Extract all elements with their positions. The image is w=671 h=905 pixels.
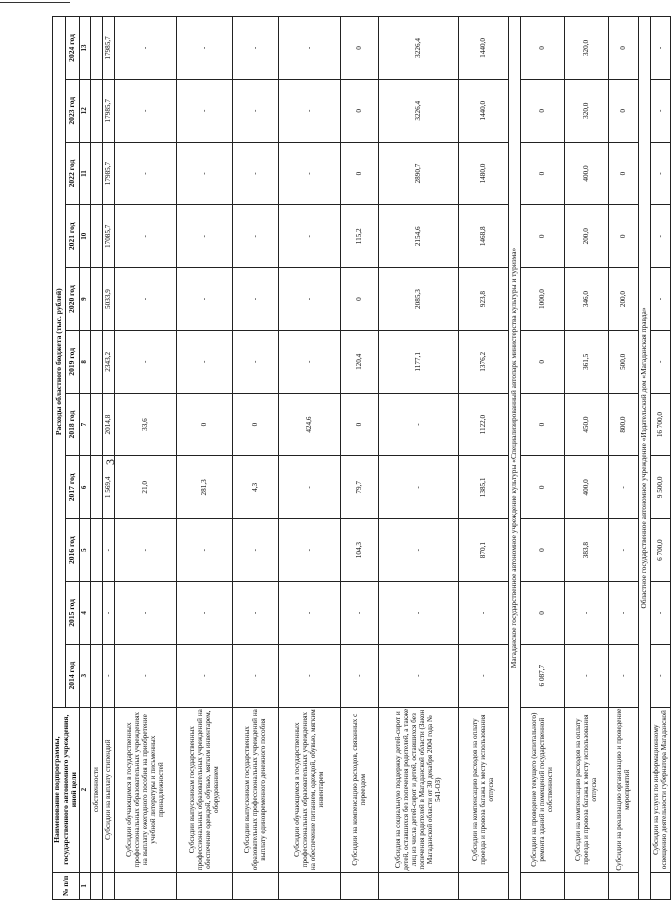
value-cell: 0 — [340, 393, 378, 456]
header-year: 2024 год — [66, 17, 79, 80]
row-number — [278, 872, 340, 899]
value-cell: 2014,8 — [102, 393, 114, 456]
value-cell: - — [650, 582, 670, 645]
value-cell: 115,2 — [340, 205, 378, 268]
value-cell: - — [650, 268, 670, 331]
column-number: 8 — [79, 330, 90, 393]
value-cell: - — [114, 582, 176, 645]
row-name: Субсидии на компенсацию расходов на оплату проезда и провоза багажа к месту использования отпуска — [564, 707, 608, 872]
header-year: 2021 год — [66, 205, 79, 268]
value-cell: 6 700,0 — [650, 519, 670, 582]
rotated-sheet — [52, 16, 668, 900]
row-name: Субсидии выпускникам государственных образовательных профессиональных учреждений на выплату единовременного денежного пособия — [232, 707, 278, 872]
value-cell: - — [650, 142, 670, 205]
value-cell: 0 — [340, 17, 378, 80]
top-rule — [0, 2, 70, 3]
value-cell — [90, 268, 102, 331]
row-number — [232, 872, 278, 899]
value-cell: 2343,2 — [102, 330, 114, 393]
row-number — [176, 872, 232, 899]
value-cell: - — [232, 644, 278, 707]
value-cell: - — [114, 79, 176, 142]
value-cell: - — [650, 79, 670, 142]
value-cell: - — [608, 644, 638, 707]
table-row — [650, 17, 670, 900]
value-cell: 200,0 — [608, 268, 638, 331]
row-number — [564, 872, 608, 899]
header-budget-group: Расходы областного бюджета (тыс. рублей) — [53, 17, 66, 708]
table-body — [90, 17, 670, 900]
value-cell: - — [114, 644, 176, 707]
value-cell: - — [564, 644, 608, 707]
value-cell: 346,0 — [564, 268, 608, 331]
table-row — [340, 17, 378, 900]
value-cell: - — [458, 582, 508, 645]
value-cell: 0 — [520, 519, 564, 582]
value-cell: 1440,0 — [458, 17, 508, 80]
value-cell: - — [232, 205, 278, 268]
value-cell: - — [102, 519, 114, 582]
header-year: 2019 год — [66, 330, 79, 393]
value-cell: - — [232, 330, 278, 393]
value-cell: - — [340, 582, 378, 645]
value-cell: - — [608, 519, 638, 582]
section-title: Магаданское государственное автономное учреждение культуры «Специализированный автопарк министерства культуры и туризма» — [508, 17, 520, 900]
row-name: Субсидии на компенсацию расходов на оплату проезда и провоза багажа к месту использования отпуска — [458, 707, 508, 872]
value-cell: - — [102, 644, 114, 707]
column-number: 13 — [79, 17, 90, 80]
row-number — [608, 872, 638, 899]
value-cell: 0 — [608, 79, 638, 142]
value-cell: 1177,1 — [378, 330, 458, 393]
value-cell: 320,0 — [564, 17, 608, 80]
value-cell: 104,3 — [340, 519, 378, 582]
value-cell: 17985,7 — [102, 17, 114, 80]
header-year: 2023 год — [66, 79, 79, 142]
header-name: Наименование подпрограммы, государственного автономного учреждения, иной цели — [53, 707, 80, 872]
value-cell — [90, 582, 102, 645]
section-row — [508, 17, 520, 900]
value-cell: 16 700,0 — [650, 393, 670, 456]
value-cell: - — [232, 582, 278, 645]
value-cell: - — [114, 17, 176, 80]
value-cell: - — [650, 205, 670, 268]
value-cell: 0 — [520, 456, 564, 519]
value-cell: - — [176, 268, 232, 331]
table-row — [378, 17, 458, 900]
value-cell: - — [176, 519, 232, 582]
value-cell: - — [278, 456, 340, 519]
table-row — [102, 17, 114, 900]
value-cell: - — [650, 17, 670, 80]
value-cell: 0 — [520, 79, 564, 142]
value-cell: - — [278, 142, 340, 205]
value-cell: 0 — [608, 17, 638, 80]
row-number — [102, 872, 114, 899]
value-cell — [90, 393, 102, 456]
value-cell — [90, 205, 102, 268]
column-number: 5 — [79, 519, 90, 582]
table-row — [90, 17, 102, 900]
value-cell: 2154,6 — [378, 205, 458, 268]
value-cell: 17985,7 — [102, 142, 114, 205]
value-cell: 0 — [176, 393, 232, 456]
page-number: 3 — [103, 459, 117, 465]
value-cell: 0 — [340, 268, 378, 331]
column-number: 11 — [79, 142, 90, 205]
row-name: Субсидии на выплату стипендий — [102, 707, 114, 872]
column-number: 4 — [79, 582, 90, 645]
rotated-table-wrapper — [52, 16, 668, 900]
value-cell: 1385,1 — [458, 456, 508, 519]
header-year: 2015 год — [66, 582, 79, 645]
value-cell: - — [378, 582, 458, 645]
value-cell — [90, 142, 102, 205]
row-name: Субсидии на реализацию организацию и проведение мероприятий — [608, 707, 638, 872]
row-name: Субсидии на услуги по информационному освещению деятельности губернатора Магаданской — [650, 707, 670, 872]
value-cell: 17085,7 — [102, 205, 114, 268]
header-index-row — [79, 17, 90, 900]
value-cell: 0 — [520, 205, 564, 268]
value-cell: - — [176, 142, 232, 205]
table-row — [520, 17, 564, 900]
value-cell: - — [278, 268, 340, 331]
value-cell: - — [176, 644, 232, 707]
row-name: Субсидии на проведение текущего (капитального) ремонта зданий и помещений государственной собственности — [520, 707, 564, 872]
value-cell: 6 087,7 — [520, 644, 564, 707]
value-cell: - — [340, 644, 378, 707]
value-cell: - — [378, 519, 458, 582]
value-cell: 0 — [520, 142, 564, 205]
section-row — [638, 17, 650, 900]
budget-table — [52, 16, 671, 900]
value-cell: - — [278, 79, 340, 142]
value-cell: - — [650, 644, 670, 707]
value-cell: - — [278, 582, 340, 645]
value-cell: 400,0 — [564, 456, 608, 519]
value-cell: 320,0 — [564, 79, 608, 142]
value-cell: 21,0 — [114, 456, 176, 519]
row-number — [114, 872, 176, 899]
value-cell — [90, 456, 102, 519]
value-cell: 1000,0 — [520, 268, 564, 331]
value-cell: 9 500,0 — [650, 456, 670, 519]
value-cell: - — [232, 17, 278, 80]
value-cell: 450,0 — [564, 393, 608, 456]
value-cell: - — [232, 268, 278, 331]
table-row — [458, 17, 508, 900]
row-name: Субсидии на компенсацию расходов, связанных с переездом — [340, 707, 378, 872]
value-cell: 0 — [340, 79, 378, 142]
value-cell: 923,8 — [458, 268, 508, 331]
value-cell: - — [608, 456, 638, 519]
value-cell: - — [176, 582, 232, 645]
value-cell — [90, 644, 102, 707]
section-title: Областное государственное автономное учреждение «Издательский дом «Магаданская правда» — [638, 17, 650, 900]
value-cell: - — [102, 582, 114, 645]
value-cell: 0 — [520, 330, 564, 393]
value-cell: 281,3 — [176, 456, 232, 519]
value-cell: - — [232, 142, 278, 205]
value-cell: - — [114, 142, 176, 205]
value-cell: 800,0 — [608, 393, 638, 456]
row-name: собственности — [90, 707, 102, 872]
value-cell: 17985,7 — [102, 79, 114, 142]
value-cell — [90, 17, 102, 80]
value-cell: 0 — [520, 17, 564, 80]
row-name: Субсидии выпускникам государственных профессиональных образовательных учреждений на обеспечение одеждой, обувью, мягким инвентарем, оборудованием — [176, 707, 232, 872]
value-cell: 1480,0 — [458, 142, 508, 205]
table-row — [608, 17, 638, 900]
row-number — [378, 872, 458, 899]
value-cell: 0 — [520, 582, 564, 645]
table-row — [564, 17, 608, 900]
column-number: 6 — [79, 456, 90, 519]
header-year: 2017 год — [66, 456, 79, 519]
value-cell: - — [114, 519, 176, 582]
table-row — [176, 17, 232, 900]
row-number — [340, 872, 378, 899]
value-cell: 500,0 — [608, 330, 638, 393]
value-cell: 0 — [232, 393, 278, 456]
column-number: 10 — [79, 205, 90, 268]
row-number — [650, 872, 670, 899]
column-number: 12 — [79, 79, 90, 142]
value-cell: 3226,4 — [378, 17, 458, 80]
value-cell: 33,6 — [114, 393, 176, 456]
value-cell: 2085,3 — [378, 268, 458, 331]
value-cell: - — [458, 644, 508, 707]
value-cell: - — [278, 644, 340, 707]
value-cell: 1122,0 — [458, 393, 508, 456]
value-cell: 0 — [340, 142, 378, 205]
header-number: № п/п — [53, 872, 80, 899]
column-number: 2 — [79, 707, 90, 872]
value-cell: 383,8 — [564, 519, 608, 582]
value-cell: - — [650, 330, 670, 393]
value-cell — [90, 79, 102, 142]
value-cell: 0 — [520, 393, 564, 456]
value-cell: - — [232, 519, 278, 582]
value-cell: - — [378, 393, 458, 456]
value-cell: 79,7 — [340, 456, 378, 519]
value-cell: 424,6 — [278, 393, 340, 456]
value-cell: 1468,8 — [458, 205, 508, 268]
value-cell: - — [278, 330, 340, 393]
value-cell — [90, 519, 102, 582]
value-cell: - — [176, 79, 232, 142]
row-name: Субсидия на социальную поддержку детей-сирот и детей, оставшихся без попечения родителей, а также лиц из числа детей-сирот и детей, оставшихся без попечения родителей в Магаданской области (Закон Магаданской области от 30 декабря 2004 года № 541-ОЗ) — [378, 707, 458, 872]
value-cell: - — [176, 205, 232, 268]
value-cell: - — [278, 519, 340, 582]
value-cell: 5033,9 — [102, 268, 114, 331]
row-number — [458, 872, 508, 899]
column-number: 1 — [79, 872, 90, 899]
value-cell: 0 — [608, 142, 638, 205]
value-cell: 1 569,4 — [102, 456, 114, 519]
value-cell: - — [564, 582, 608, 645]
header-year: 2022 год — [66, 142, 79, 205]
value-cell: 1376,2 — [458, 330, 508, 393]
value-cell: 0 — [608, 205, 638, 268]
value-cell: 4,3 — [232, 456, 278, 519]
value-cell: 120,4 — [340, 330, 378, 393]
row-name: Субсидии обучающимся в государственных профессиональных образовательных учреждениях на обеспечение питанием, одеждой, обувью, мягким инвентарем — [278, 707, 340, 872]
value-cell: - — [114, 268, 176, 331]
value-cell: - — [378, 644, 458, 707]
value-cell: - — [114, 205, 176, 268]
table-row — [114, 17, 176, 900]
value-cell: - — [176, 330, 232, 393]
header-year: 2016 год — [66, 519, 79, 582]
value-cell: - — [114, 330, 176, 393]
header-year: 2014 год — [66, 644, 79, 707]
table-row — [278, 17, 340, 900]
row-number — [90, 872, 102, 899]
column-number: 3 — [79, 644, 90, 707]
value-cell: - — [232, 79, 278, 142]
column-number: 7 — [79, 393, 90, 456]
value-cell: 3226,4 — [378, 79, 458, 142]
value-cell: - — [278, 17, 340, 80]
column-number: 9 — [79, 268, 90, 331]
value-cell: 200,0 — [564, 205, 608, 268]
row-number — [520, 872, 564, 899]
value-cell: 2890,7 — [378, 142, 458, 205]
value-cell: - — [378, 456, 458, 519]
header-year: 2020 год — [66, 268, 79, 331]
value-cell: 1440,0 — [458, 79, 508, 142]
value-cell: 870,1 — [458, 519, 508, 582]
value-cell: - — [608, 582, 638, 645]
value-cell: 400,0 — [564, 142, 608, 205]
table-row — [232, 17, 278, 900]
header-year: 2018 год — [66, 393, 79, 456]
value-cell — [90, 330, 102, 393]
value-cell: - — [278, 205, 340, 268]
row-name: Субсидии обучающимся в государственных профессиональных образовательных учреждениях на выплату ежегодного пособия на приобретение учебной литературы и письменных принадлежностей — [114, 707, 176, 872]
value-cell: - — [176, 17, 232, 80]
value-cell: 361,5 — [564, 330, 608, 393]
